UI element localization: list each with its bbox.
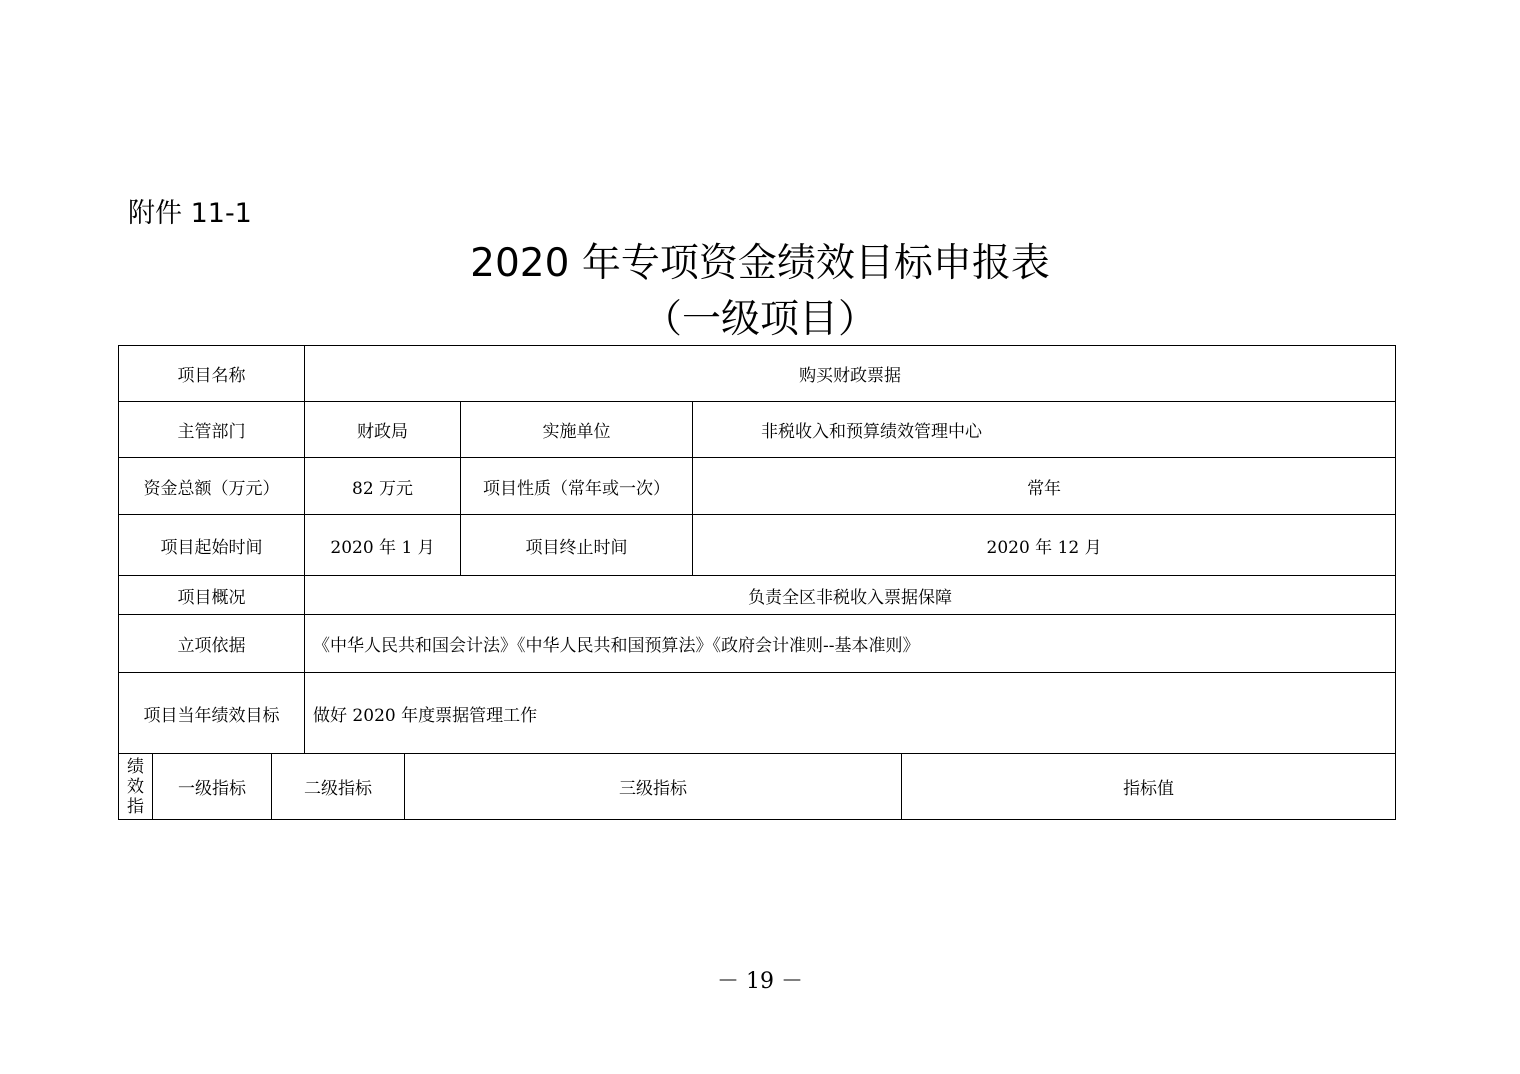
department-label: 主管部门: [119, 402, 305, 458]
start-time-label: 项目起始时间: [119, 515, 305, 576]
performance-target-table: [118, 345, 1396, 820]
end-time-label: 项目终止时间: [461, 515, 693, 576]
start-time-value: 2020 年 1 月: [305, 515, 461, 576]
project-nature-value: 常年: [693, 458, 1396, 515]
end-time-value: 2020 年 12 月: [693, 515, 1396, 576]
overview-label: 项目概况: [119, 576, 305, 615]
indicators-vertical-text: 绩效指: [127, 756, 144, 817]
table-row: [119, 346, 1396, 402]
level3-header: 三级指标: [405, 754, 902, 820]
table-row: [119, 515, 1396, 576]
implementing-unit-label: 实施单位: [461, 402, 693, 458]
document-subtitle: （一级项目）: [642, 297, 877, 342]
attachment-label: 附件 11-1: [128, 198, 252, 229]
annual-goal-label: 项目当年绩效目标: [119, 673, 305, 754]
table-row: [119, 576, 1396, 615]
table-row: [119, 673, 1396, 754]
project-nature-label: 项目性质（常年或一次）: [461, 458, 693, 515]
indicator-value-header: 指标值: [902, 754, 1396, 820]
total-funds-label: 资金总额（万元）: [119, 458, 305, 515]
project-name-value: 购买财政票据: [305, 346, 1396, 402]
table-row: [119, 754, 1396, 820]
level2-header: 二级指标: [272, 754, 405, 820]
project-name-label: 项目名称: [119, 346, 305, 402]
table-row: [119, 402, 1396, 458]
department-value: 财政局: [305, 402, 461, 458]
basis-label: 立项依据: [119, 615, 305, 673]
indicators-vertical-label: [119, 754, 153, 820]
implementing-unit-value: 非税收入和预算绩效管理中心: [693, 402, 1396, 458]
document-title: 2020 年专项资金绩效目标申报表: [470, 241, 1050, 286]
page-number: － 19 －: [717, 969, 803, 994]
basis-value: 《中华人民共和国会计法》《中华人民共和国预算法》《政府会计准则--基本准则》: [305, 615, 1396, 673]
annual-goal-value: 做好 2020 年度票据管理工作: [305, 673, 1396, 754]
total-funds-value: 82 万元: [305, 458, 461, 515]
level1-header: 一级指标: [153, 754, 272, 820]
table-row: [119, 615, 1396, 673]
overview-value: 负责全区非税收入票据保障: [305, 576, 1396, 615]
table-row: [119, 458, 1396, 515]
